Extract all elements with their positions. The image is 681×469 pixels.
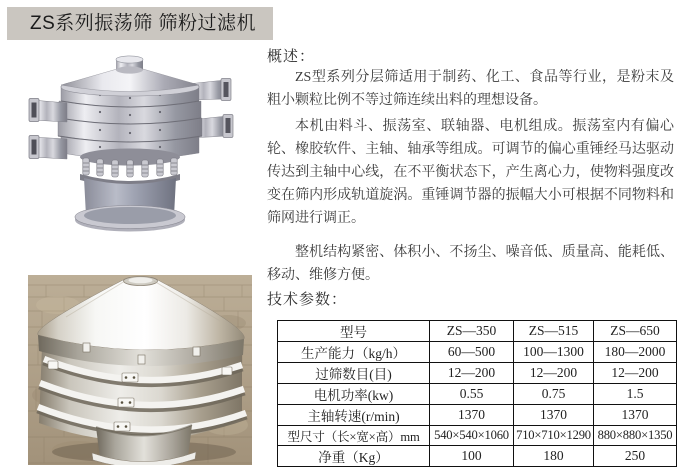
machine-photo-image — [28, 275, 252, 465]
spec-cell: 1.5 — [594, 384, 677, 405]
spec-cell: 250 — [594, 446, 677, 467]
springs — [83, 158, 177, 177]
table-row — [278, 426, 677, 446]
spec-row-label: 电机功率(kw) — [278, 384, 430, 405]
table-row — [278, 384, 677, 405]
spec-row-label: 主轴转速(r/min) — [278, 405, 430, 426]
page-title: ZS系列振荡筛 筛粉过滤机 — [30, 13, 257, 34]
overview-paragraph-1: ZS型系列分层筛适用于制药、化工、食品等行业，是粉末及粗小颗粒比例不等过筛连续出料的理想设备。 — [267, 70, 674, 108]
discharge-spout-left-lower — [29, 136, 67, 160]
table-header-row — [278, 321, 677, 342]
table-row — [278, 405, 677, 426]
spec-cell: 180 — [514, 446, 594, 467]
page-title-bar — [7, 7, 273, 40]
table-row — [278, 446, 677, 467]
specs-heading: 技术参数： — [267, 292, 348, 308]
spec-cell: 0.75 — [514, 384, 594, 405]
specs-table — [277, 320, 677, 467]
overview-paragraph-2: 本机由料斗、振荡室、联轴器、电机组成。振荡室内有偏心轮、橡胶软件、主轴、轴承等组成。可调节的偏心重锤经马达驱动传达到主轴中心线，在不平衡状态下，产生离心力，使物料强度改变在筛内形成轨道旋涡。重锤调节器的振幅大小可根据不同物料和筛网进行调正。 — [267, 119, 674, 226]
spec-header-cell: 型号 — [278, 321, 430, 342]
spec-cell: 60—500 — [430, 342, 514, 363]
spec-cell: 1370 — [514, 405, 594, 426]
spec-cell: 540×540×1060 — [430, 426, 514, 446]
spec-row-label: 过筛数目(目) — [278, 363, 430, 384]
spec-row-label: 生产能力（kg/h） — [278, 342, 430, 363]
spec-cell: 0.55 — [430, 384, 514, 405]
inlet-port — [116, 56, 143, 74]
spec-header-cell: ZS—515 — [514, 321, 594, 342]
vibrating-sieve-render — [28, 54, 238, 246]
spec-header-cell: ZS—650 — [594, 321, 677, 342]
overview-heading: 概述： — [267, 49, 316, 65]
spec-cell: 12—200 — [594, 363, 677, 384]
spec-cell: 12—200 — [514, 363, 594, 384]
spec-cell: 710×710×1290 — [514, 426, 594, 446]
spec-row-label: 净重（Kg） — [278, 446, 430, 467]
overview-paragraph-3: 整机结构紧密、体积小、不扬尘、噪音低、质量高、能耗低、移动、维修方便。 — [267, 245, 674, 283]
vibrating-sieve-photo — [28, 275, 252, 465]
base-flange — [75, 206, 185, 232]
spec-cell: 880×880×1350 — [594, 426, 677, 446]
spec-cell: 100 — [430, 446, 514, 467]
overview-text — [267, 66, 674, 287]
spec-cell: 12—200 — [430, 363, 514, 384]
cone-opening — [124, 277, 158, 286]
spec-cell: 1370 — [430, 405, 514, 426]
table-row — [278, 363, 677, 384]
spec-cell: 100—1300 — [514, 342, 594, 363]
spec-header-cell: ZS—350 — [430, 321, 514, 342]
spec-row-label: 型尺寸（长×宽×高）mm — [278, 426, 430, 446]
table-row — [278, 342, 677, 363]
spec-cell: 1370 — [594, 405, 677, 426]
spec-cell: 180—2000 — [594, 342, 677, 363]
machine-render-image — [28, 54, 238, 246]
